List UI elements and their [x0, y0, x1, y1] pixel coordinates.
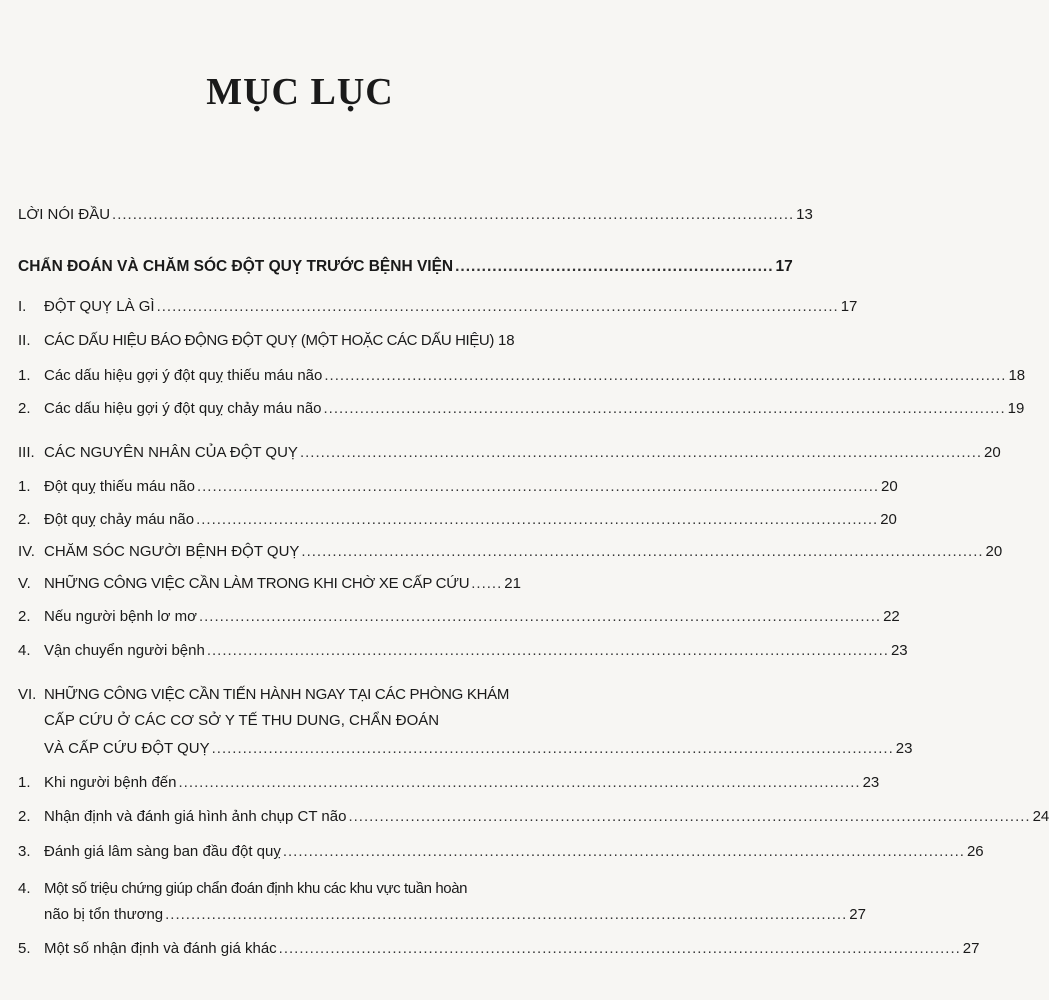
toc-entry-text: Nếu người bệnh lơ mơ [44, 608, 197, 625]
toc-entry[interactable] [18, 575, 521, 599]
toc-entry-text: NHỮNG CÔNG VIỆC CẦN TIẾN HÀNH NGAY TẠI CÁC PHÒNG KHÁM [44, 686, 510, 703]
toc-entry[interactable] [18, 642, 908, 666]
toc-entry[interactable] [18, 511, 897, 535]
toc-entry[interactable] [18, 332, 515, 356]
toc-entry-number: 4. [18, 880, 31, 897]
toc-entry-page: 17 [775, 258, 793, 275]
toc-entry-page: 20 [880, 511, 897, 528]
toc-entry[interactable] [18, 843, 984, 867]
toc-entry-page: 17 [840, 298, 858, 315]
toc-entry-page: 20 [985, 543, 1003, 560]
toc-entry-page: 24 [1032, 808, 1049, 825]
toc-entry-line-3 [44, 740, 913, 764]
toc-entry-number: V. [18, 575, 31, 592]
dot-leader: ...... [471, 575, 503, 592]
toc-entry-text-line-2: não bị tổn thương [44, 906, 164, 923]
toc-entry-text: Các dấu hiệu gợi ý đột quỵ chảy máu não [44, 400, 322, 417]
toc-entry-number: 1. [18, 774, 31, 791]
toc-entry-text: Các dấu hiệu gợi ý đột quỵ thiếu máu não [44, 367, 323, 384]
toc-entry-page: 13 [796, 206, 813, 223]
toc-entry-line-2 [44, 906, 866, 930]
toc-chapter-heading[interactable] [18, 258, 793, 282]
dot-leader: .................................................................................................................................... [324, 367, 1007, 384]
dot-leader: .................................................................................................................................... [206, 642, 889, 659]
toc-entry-text: LỜI NÓI ĐẦU [18, 206, 111, 223]
page-title: MỤC LỤC [206, 71, 394, 113]
toc-entry-page: 27 [962, 940, 980, 957]
dot-leader: .................................................................................................................................... [196, 511, 879, 528]
toc-entry-text: NHỮNG CÔNG VIỆC CẦN LÀM TRONG KHI CHỜ XE CẤP CỨU [44, 575, 470, 592]
toc-entry[interactable] [18, 298, 858, 322]
toc-entry-text: ĐỘT QUỴ LÀ GÌ [44, 298, 155, 315]
toc-entry-page: 20 [984, 444, 1001, 461]
toc-entry-number: IV. [18, 543, 35, 560]
toc-entry-line-1 [18, 686, 511, 710]
toc-entry-page: 20 [881, 478, 898, 495]
toc-entry-page: 23 [890, 642, 908, 659]
toc-entry-number: 2. [18, 400, 31, 417]
toc-entry-page: 27 [849, 906, 866, 923]
dot-leader: .................................................................................................................................... [348, 808, 1031, 825]
dot-leader: .................................................................................................................................... [301, 543, 984, 560]
toc-entry[interactable] [18, 400, 1025, 424]
toc-entry-number: 2. [18, 511, 31, 528]
toc-entry-text: Khi người bệnh đến [44, 774, 177, 791]
toc-entry-number: VI. [18, 686, 37, 703]
toc-entry-text: Nhận định và đánh giá hình ảnh chụp CT não [44, 808, 347, 825]
toc-entry-text: Một số nhận định và đánh giá khác [44, 940, 277, 957]
toc-entry[interactable] [18, 478, 898, 502]
dot-leader: .................................................................................................................................... [299, 444, 983, 461]
toc-entry[interactable] [18, 774, 880, 798]
toc-entry-number: 5. [18, 940, 31, 957]
toc-entry[interactable] [18, 608, 900, 632]
dot-leader: .................................................................................................................................... [178, 774, 861, 791]
toc-entry-page: 22 [883, 608, 900, 625]
dot-leader: .................................................................................................................................... [198, 608, 882, 625]
toc-entry-number: II. [18, 332, 31, 349]
toc-entry-text: Đột quỵ chảy máu não [44, 511, 195, 528]
toc-entry-page: 19 [1007, 400, 1025, 417]
dot-leader: .................................................................................................................................... [196, 478, 880, 495]
dot-leader: .................................................................................................................................... [165, 906, 848, 923]
toc-entry-preface[interactable] [18, 206, 813, 230]
dot-leader: .................................................................................................................................... [112, 206, 795, 223]
dot-leader: .................................................................................................................................... [211, 740, 894, 757]
dot-leader: .................................................................................................................................... [282, 843, 965, 860]
toc-entry-number: 2. [18, 808, 31, 825]
dot-leader: .................................................................................................................................... [156, 298, 839, 315]
toc-entry-text: CÁC NGUYÊN NHÂN CỦA ĐỘT QUỴ [44, 444, 298, 461]
toc-entry-page: 23 [895, 740, 913, 757]
toc-entry-text-line-3: VÀ CẤP CỨU ĐỘT QUỴ [44, 740, 210, 757]
toc-entry-text: Đánh giá lâm sàng ban đầu đột quỵ [44, 843, 281, 860]
toc-entry-text: CHẨN ĐOÁN VÀ CHĂM SÓC ĐỘT QUỴ TRƯỚC BỆNH VIỆN [18, 258, 454, 275]
toc-entry-text: CHĂM SÓC NGƯỜI BỆNH ĐỘT QUỴ [44, 543, 300, 560]
toc-entry-number: I. [18, 298, 27, 315]
dot-leader: .................................................................................................................................... [278, 940, 961, 957]
toc-entry[interactable] [18, 444, 1001, 468]
toc-entry-number: 4. [18, 642, 31, 659]
toc-entry-page: 23 [862, 774, 880, 791]
dot-leader: ............................................................ [455, 258, 774, 275]
toc-entry-text: Vận chuyển người bệnh [44, 642, 205, 659]
toc-entry[interactable] [18, 543, 1003, 567]
toc-entry-page: 21 [504, 575, 521, 592]
toc-entry-number: III. [18, 444, 35, 461]
toc-entry-number: 1. [18, 367, 31, 384]
toc-entry-number: 1. [18, 478, 31, 495]
toc-entry-number: 2. [18, 608, 31, 625]
toc-entry-page: 18 [497, 332, 515, 349]
toc-entry[interactable] [18, 367, 1026, 391]
toc-entry-page: 18 [1008, 367, 1026, 384]
toc-entry-line-1 [18, 880, 511, 904]
toc-entry-text: CÁC DẤU HIỆU BÁO ĐỘNG ĐỘT QUỴ (MỘT HOẶC CÁC DẤU HIỆU) [44, 332, 494, 349]
toc-entry[interactable] [18, 940, 980, 964]
toc-entry-number: 3. [18, 843, 31, 860]
toc-entry-text: Một số triệu chứng giúp chẩn đoán định khu các khu vực tuần hoàn [44, 880, 468, 897]
toc-entry-text-line-2: CẤP CỨU Ở CÁC CƠ SỞ Y TẾ THU DUNG, CHẨN ĐOÁN [44, 712, 440, 729]
dot-leader: .................................................................................................................................... [323, 400, 1006, 417]
toc-entry-text: Đột quỵ thiếu máu não [44, 478, 195, 495]
toc-entry-page: 26 [966, 843, 984, 860]
toc-entry[interactable] [18, 808, 1049, 832]
